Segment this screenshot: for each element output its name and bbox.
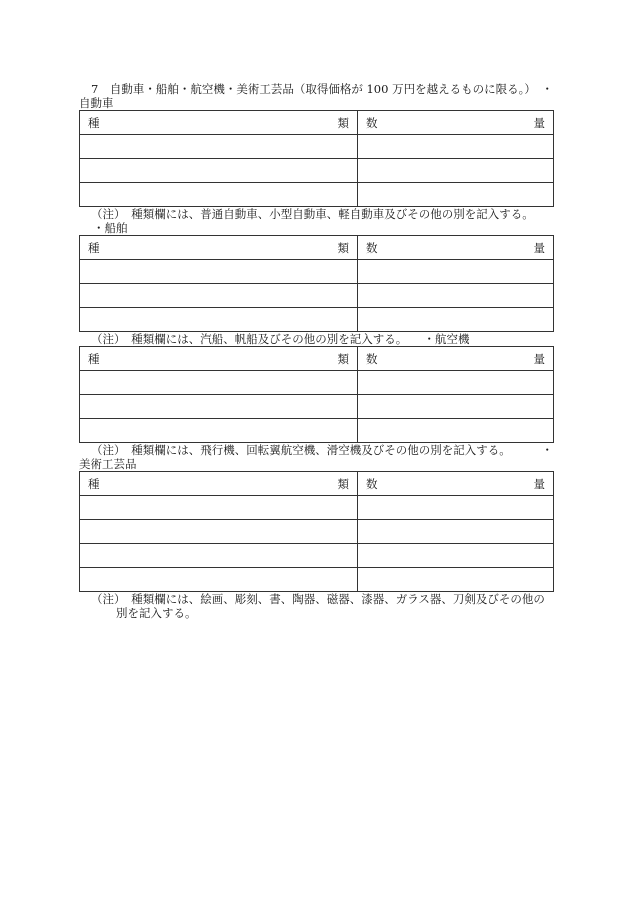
subsection-label-ship: ・船舶 — [93, 221, 128, 235]
quantity-cell[interactable] — [358, 544, 554, 568]
quantity-cell[interactable] — [358, 308, 554, 332]
quantity-cell[interactable] — [358, 568, 554, 592]
kind-cell[interactable] — [80, 159, 358, 183]
kind-cell[interactable] — [80, 284, 358, 308]
quantity-header: 数 量 — [358, 347, 554, 371]
note-art-craft-continued: 別を記入する。 — [116, 606, 197, 620]
kind-cell[interactable] — [80, 419, 358, 443]
quantity-cell[interactable] — [358, 395, 554, 419]
table-row — [80, 419, 554, 443]
trailing-dot: ・ — [541, 443, 553, 457]
subsection-label-aircraft: ・航空機 — [423, 332, 470, 346]
document-page — [79, 82, 553, 620]
kind-header: 種 類 — [80, 347, 358, 371]
kind-header: 種 類 — [80, 236, 358, 260]
quantity-cell[interactable] — [358, 496, 554, 520]
table-row — [80, 135, 554, 159]
table-row — [80, 284, 554, 308]
quantity-header: 数 量 — [358, 111, 554, 135]
table-header-row — [80, 111, 554, 135]
art-craft-table — [79, 471, 554, 592]
ship-table — [79, 235, 554, 332]
quantity-cell[interactable] — [358, 284, 554, 308]
subsection-label-art: 美術工芸品 — [79, 457, 137, 471]
kind-cell[interactable] — [80, 260, 358, 284]
note-ship: （注） 種類欄には、汽船、帆船及びその他の別を記入する。 ・航空機 — [91, 332, 470, 346]
kind-cell[interactable] — [80, 371, 358, 395]
table-row — [80, 544, 554, 568]
kind-cell[interactable] — [80, 183, 358, 207]
table-row — [80, 395, 554, 419]
quantity-cell[interactable] — [358, 183, 554, 207]
note-aircraft: （注） 種類欄には、飛行機、回転翼航空機、滑空機及びその他の別を記入する。 ・ — [91, 443, 553, 457]
kind-cell[interactable] — [80, 308, 358, 332]
table-row — [80, 568, 554, 592]
automobile-table — [79, 110, 554, 207]
note-automobile: （注） 種類欄には、普通自動車、小型自動車、軽自動車及びその他の別を記入する。 — [91, 207, 534, 221]
table-row — [80, 496, 554, 520]
table-row — [80, 371, 554, 395]
quantity-cell[interactable] — [358, 135, 554, 159]
table-header-row — [80, 472, 554, 496]
table-row — [80, 159, 554, 183]
aircraft-table — [79, 346, 554, 443]
heading-trailing-dot: ・ — [541, 82, 553, 96]
kind-cell[interactable] — [80, 544, 358, 568]
table-row — [80, 183, 554, 207]
kind-cell[interactable] — [80, 395, 358, 419]
heading-text: 7 自動車・船舶・航空機・美術工芸品（取得価格が 100 万円を越えるものに限る。） — [91, 82, 536, 96]
table-row — [80, 520, 554, 544]
kind-header: 種 類 — [80, 472, 358, 496]
quantity-cell[interactable] — [358, 419, 554, 443]
table-header-row — [80, 347, 554, 371]
table-header-row — [80, 236, 554, 260]
note-art-craft: （注） 種類欄には、絵画、彫刻、書、陶器、磁器、漆器、ガラス器、刀剣及びその他の — [91, 592, 545, 606]
quantity-header: 数 量 — [358, 236, 554, 260]
kind-cell[interactable] — [80, 520, 358, 544]
table-row — [80, 260, 554, 284]
quantity-cell[interactable] — [358, 520, 554, 544]
kind-cell[interactable] — [80, 496, 358, 520]
quantity-cell[interactable] — [358, 159, 554, 183]
kind-header: 種 類 — [80, 111, 358, 135]
quantity-cell[interactable] — [358, 371, 554, 395]
kind-cell[interactable] — [80, 568, 358, 592]
table-row — [80, 308, 554, 332]
quantity-cell[interactable] — [358, 260, 554, 284]
subsection-label-automobile: 自動車 — [79, 96, 114, 110]
kind-cell[interactable] — [80, 135, 358, 159]
section-heading — [79, 82, 553, 96]
quantity-header: 数 量 — [358, 472, 554, 496]
